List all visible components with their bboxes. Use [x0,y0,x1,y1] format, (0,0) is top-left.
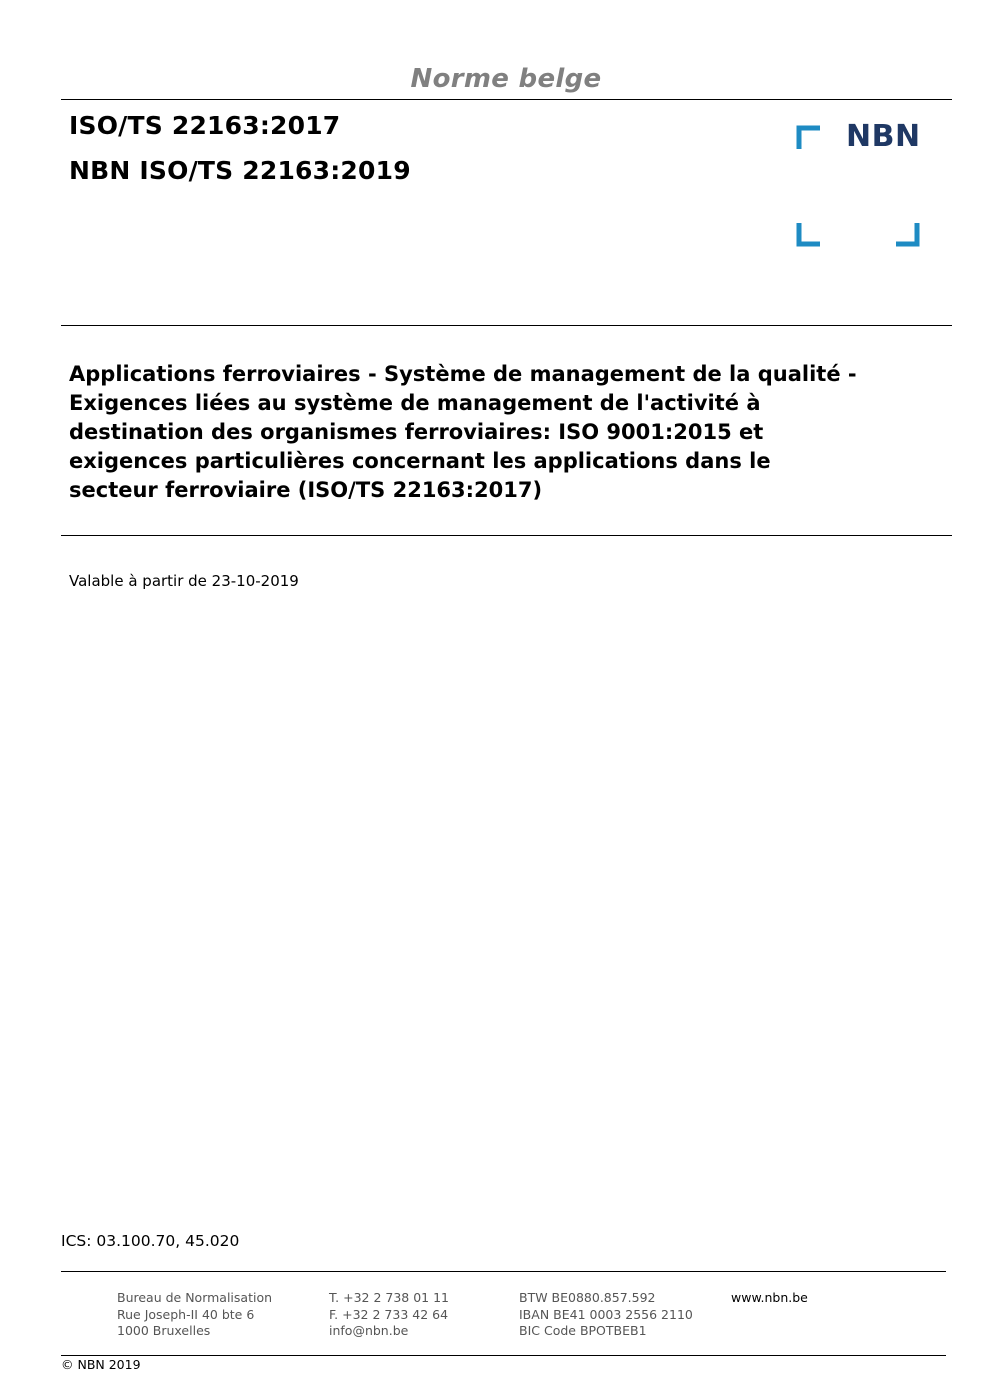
fax-number: F. +32 2 733 42 64 [329,1306,449,1322]
ics-codes: ICS: 03.100.70, 45.020 [61,1232,240,1250]
footer-bank-details [519,1290,693,1340]
title-line: secteur ferroviaire (ISO/TS 22163:2017) [69,478,543,502]
vat-number: BTW BE0880.857.592 [519,1290,656,1305]
title-line: Exigences liées au système de management de l'activité à [69,391,761,415]
validity-date: Valable à partir de 23-10-2019 [69,572,299,590]
footer-contact [329,1290,449,1340]
logo-corner-top-left-icon [796,125,822,151]
address-line: Rue Joseph-II 40 bte 6 [117,1306,255,1322]
footer-bottom-divider [61,1355,946,1356]
title-line: exigences particulières concernant les applications dans le [69,449,771,473]
title-line: destination des organismes ferroviaires: ISO 9001:2015 et [69,420,764,444]
logo-text: NBN [846,119,921,154]
bic-code: BIC Code BPOTBEB1 [519,1323,647,1338]
title-bottom-divider [61,535,952,536]
nbn-standard-number: NBN ISO/TS 22163:2019 [69,156,411,185]
title-line: Applications ferroviaires - Système de management de la qualité - [69,362,857,386]
header-divider [61,99,952,100]
phone-number: T. +32 2 738 01 11 [329,1290,449,1305]
footer-website [731,1290,808,1307]
footer-address [117,1290,272,1340]
footer-top-divider [61,1271,946,1272]
address-line: Bureau de Normalisation [117,1290,273,1305]
logo-corner-bottom-right-icon [894,221,920,247]
copyright-notice: © NBN 2019 [61,1357,141,1372]
document-type-label: Norme belge [410,64,602,94]
document-title [69,360,949,505]
title-top-divider [61,325,952,326]
website-link[interactable]: www.nbn.be [731,1290,808,1305]
email-link[interactable]: info@nbn.be [329,1323,409,1338]
iso-standard-number: ISO/TS 22163:2017 [69,111,341,140]
address-line: 1000 Bruxelles [117,1323,211,1338]
logo-corner-bottom-left-icon [796,221,822,247]
iban: IBAN BE41 0003 2556 2110 [519,1306,693,1322]
